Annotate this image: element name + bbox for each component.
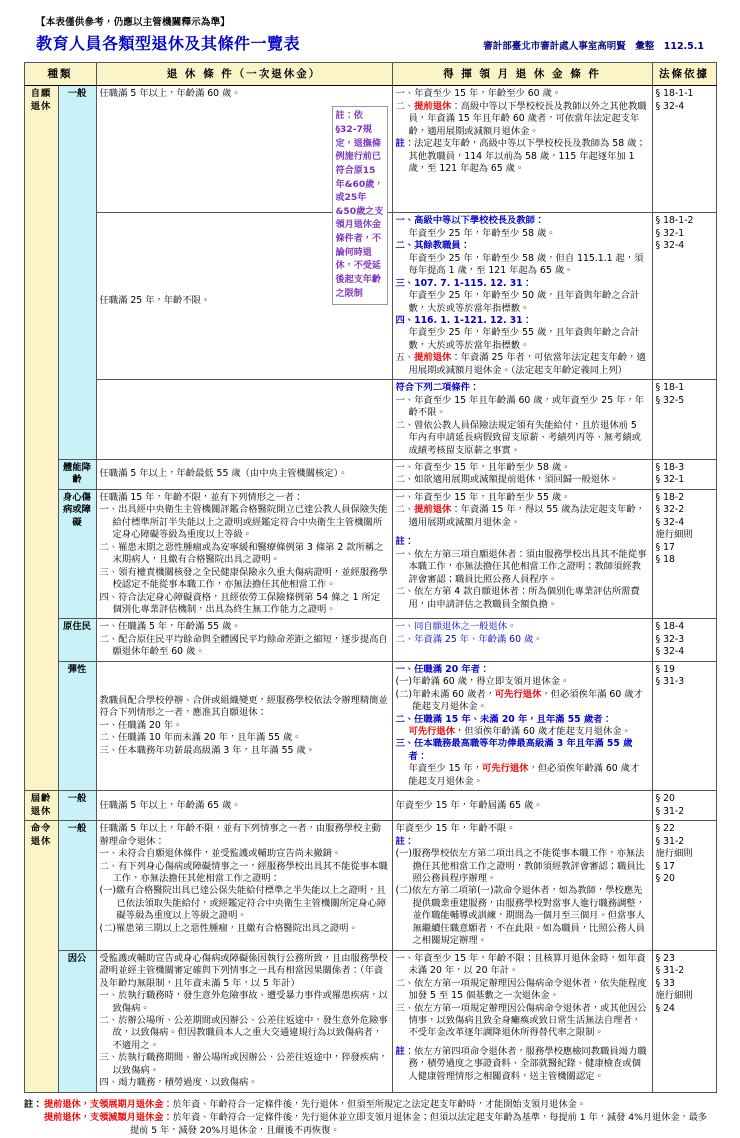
spacer [396,529,649,536]
law-line: § 32-3 [655,633,685,645]
monthly-line: 三、107. 7. 1-115. 12. 31： [395,277,532,289]
law-line: § 32-5 [655,394,685,406]
table-row [24,86,716,213]
law-cell [652,821,716,951]
condition-cell [96,950,392,1092]
footnote-label-1: 提前退休，支領展期月退休金： [44,1098,173,1110]
footnote-row [24,1098,716,1138]
monthly-line: 年資至少 15 年，可先行退休，但必須俟年齡滿 60 歲才能起支月退休金。 [408,763,640,787]
condition-line: 一、任職滿 20 年。 [99,719,183,731]
condition-line: (二)罹患第三期以上之惡性腫瘤，且繳有合格醫院出具之證明。 [99,922,358,934]
condition-line: 四、符合法定身心障礙資格，且經依勞工保險條例第 54 條之 1 所定個別化專業評估機制，出具為終生無工作能力之證明。 [99,591,381,615]
law-line: § 18-4 [655,621,685,633]
monthly-cell [392,489,652,619]
law-line: § 31-2 [655,805,685,817]
subtype-cell-general: 一般 [58,86,96,460]
document-header [0,0,740,54]
type-cell-mandatory-age: 屆齡退休 [24,791,58,821]
condition-cell [96,661,392,791]
condition-line: 任職滿 25 年，年齡不限。 [99,295,211,307]
condition-line: 一、於執行職務時，發生意外危險事故、遭受暴力事件或罹患疾病，以致傷病。 [99,990,388,1014]
monthly-line: 符合下列二項條件： [395,382,480,394]
law-line: § 32-4 [655,516,685,528]
page-title: 教育人員各類型退休及其條件一覽表 [36,34,301,54]
law-line: § 33 [655,977,675,989]
monthly-line: 一、年資至少 15 年，且年齡至少 58 歲。 [395,461,571,473]
law-cell [652,380,716,460]
law-line: § 18-2 [655,491,685,503]
law-cell [652,950,716,1092]
condition-line: 三、任本職務年功薪最高級滿 3 年，且年滿 55 歲。 [99,744,316,756]
condition-line: 二、於辦公場所、公差期間或因辦公、公差往返途中，發生意外危險事故，以致傷病。但因教職員本人之重大交通違規行為以致傷病者，不適用之。 [99,1015,388,1051]
law-line: § 32-4 [655,240,685,252]
condition-line: 任職滿 15 年，年齡不限，並有下列情形之一者： [99,491,304,503]
table-row [24,380,716,460]
monthly-note-line: 一、依左方第三項自願退休者：須由服務學校出具其不能從事本職工作，亦無法擔任其他相當工作之證明；教師須經教評會審認；職員比照公務人員程序。 [395,548,647,585]
law-line: § 32-2 [655,504,685,516]
condition-line: 任職滿 5 年以上，年齡滿 65 歲。 [99,799,241,811]
monthly-line: 五、提前退休：年資滿 25 年者，可依當年法定起支年齡，適用展期或減額月退休金。（法定起支年齡定義同上列） [395,352,646,376]
monthly-note-line: 註：依左方第四項命令退休者，服務學校應檢同教職員竭力職務，積勞過度之事證資料、全部就醫紀錄、健康檢查或個人健康管理情形之相關資料，送主管機關認定。 [395,1045,647,1082]
monthly-cell [392,619,652,661]
law-line: § 20 [655,793,675,805]
condition-line: 任職滿 5 年以上，年齡不限，並有下列情事之一者，由服務學校主動辦理命令退休： [99,823,381,847]
law-line: § 32-4 [655,100,685,112]
law-line: § 18-1-2 [655,215,694,227]
subtype-cell-general-compulsory: 一般 [58,821,96,951]
monthly-cell [392,950,652,1092]
law-line: § 20 [655,873,675,885]
condition-line: 一、出具經中央衛生主管機關評鑑合格醫院開立已達公教人員保險失能給付標準所訂半失能以上之證明或經鑑定符合中央衛生主管機關所定身心障礙等級為重度以上等級。 [99,504,388,541]
law-line: § 31-2 [655,965,685,977]
condition-line: 二、有下列身心傷病或障礙情事之一，經服務學校出具其不能從事本職工作，亦無法擔任其他相當工作之證明： [99,860,388,885]
law-line: § 24 [655,1002,675,1014]
subtype-cell-flexible: 彈性 [58,661,96,791]
monthly-note-line: 二、依左方第 4 款自願退休者：所為個別化專業評估所需費用，由申請評估之教職員全額負擔。 [395,586,640,610]
retirement-conditions-table [24,62,717,1092]
law-line: § 18-1 [655,382,685,394]
monthly-line: 一、年資至少 15 年，年齡至少 60 歲。 [395,88,562,100]
condition-line: 二、任職滿 10 年而未滿 20 年，且年滿 55 歲。 [99,732,302,744]
law-line: § 31-2 [655,835,685,847]
monthly-line: 一、高級中等以下學校校長及教師： [395,215,545,227]
monthly-line: 可先行退休，但須俟年齡滿 60 歲才能起支月退休金。 [408,726,631,738]
law-line: § 18 [655,554,675,566]
monthly-line: 四、116. 1. 1-121. 12. 31： [395,314,532,326]
law-line: § 17 [655,860,675,872]
law-line: § 22 [655,823,675,835]
monthly-line: 二、提前退休：高級中等以下學校校長及教師以外之其他教職員，年資滿 15 年且年齡 60 歲者，可依當年法定起支年齡，適用展期或減額月退休金。 [395,100,647,137]
condition-line: 任職滿 5 年以上，年齡滿 60 歲。 [99,88,241,100]
law-cell [652,791,716,821]
monthly-line: 二、年資滿 25 年、年齡滿 60 歲。 [395,633,543,645]
monthly-cell [392,661,652,791]
type-cell-voluntary: 自願退休 [24,86,58,791]
monthly-line: 年資至少 25 年，年齡至少 50 歲，且年資與年齡之合計數，大於或等於當年指標數。 [408,290,640,314]
condition-line: 三、領有權責機關核發之全民健康保險永久重大傷病證明，並經服務學校認定不能從事本職工作，亦無法擔任其他相當工作。 [99,566,388,591]
monthly-line: 二、其餘教職員： [395,240,470,252]
law-line: 施行細則 [655,529,693,541]
law-line: 施行細則 [655,990,693,1002]
condition-line: 受監護或輔助宣告或身心傷病或障礙係因執行公務所致，且由服務學校證明並經主管機關審定確與下列情事之一具有相當因果關係者：（年資及年齡均無限制，且年資未滿 5 年，以 5 年計） [99,952,388,989]
monthly-note-line: (二)依左方第二項第(一)款命令退休者，如為教師，學校應先提供職業重建服務，由服務學校對當事人進行職務調整，並作職能輔導或訓練，期間為一個月至三個月。但當事人無繼續任職意願者，不在此限。如為職員，比照公務人員之相關規定辦理。 [395,885,645,947]
monthly-line: 年資至少 25 年，年齡至少 58 歲，但自 115.1.1 起，須每年提高 1 歲，至 121 年起為 65 歲。 [408,252,644,277]
monthly-line: 三、依左方第一項規定辦理因公傷病命令退休者，或其他因公情事，以致傷病且致全身癱瘓或致日常生活無法自理者，不受年金改革逐年調降退休所得替代率之限制。 [395,1002,647,1039]
condition-line: 教職員配合學校停辦、合併或組織變更，經服務學校依法令辦理精簡並符合下列情形之一者，應准其自願退休： [99,694,388,719]
monthly-line: 一、任職滿 20 年者： [395,663,490,675]
purple-footnote-box: 註：依§32-7規定，退撫條例施行前已符合原15年&60歲，或25年&50歲之支領月退休金條件者，不論何時退休，不受延後起支年齡之限制 [332,106,388,305]
condition-line: 一、任職滿 5 年，年齡滿 55 歲。 [99,621,241,633]
monthly-line: 一、年資至少 15 年，且年齡至少 55 歲。 [395,491,571,503]
law-cell [652,619,716,661]
law-cell [652,86,716,213]
table-row [24,821,716,951]
subtype-cell-indigenous: 原住民 [58,619,96,661]
col-header-monthly: 得 揮 領 月 退 休 金 條 件 [392,63,652,86]
condition-cell [96,380,392,460]
law-line: § 19 [655,663,675,675]
disclaimer-text: 【本表僅供參考，仍應以主管機關釋示為準】 [36,17,231,28]
monthly-line: 二、提前退休：年資滿 15 年，得以 55 歲為法定起支年齡，適用展期或減額月退休金。 [395,504,645,528]
condition-line: (一)繳有合格醫院出具已達公保失能給付標準之半失能以上之證明，且已依法領取失能給付，或經鑑定符合中央衛生主管機關所定身心障礙等級為重度以上等級之證明。 [99,885,387,922]
col-header-type: 種類 [24,63,96,86]
table-row [24,661,716,791]
monthly-cell [392,791,652,821]
title-row [36,31,740,54]
law-cell [652,213,716,380]
law-cell [652,459,716,489]
law-line: § 32-4 [655,646,685,658]
subtype-cell-general-age: 一般 [58,791,96,821]
condition-cell [96,619,392,661]
condition-cell [96,821,392,951]
monthly-line: 一、同自願退休之一般退休。 [395,621,517,633]
condition-line: 四、竭力職務，積勞過度，以致傷病。 [99,1077,258,1089]
footnote-label-2: 提前退休，支領減額月退休金： [44,1112,173,1124]
monthly-cell [392,459,652,489]
monthly-cell [392,213,652,380]
monthly-line: 一、年資至少 15 年且年齡滿 60 歲，或年資至少 25 年，年齡不限。 [395,394,644,419]
monthly-cell [392,380,652,460]
law-line: § 18-3 [655,461,685,473]
monthly-line: 一、年資至少 15 年，年齡不限；且核算月退休金時，如年資未滿 20 年，以 20 年計。 [395,952,646,977]
subtype-cell-duty-related: 因公 [58,950,96,1092]
law-line: § 32-1 [655,227,685,239]
condition-line: 二、罹患末期之惡性腫瘤或為安寧緩和醫療條例第 3 條第 2 款所稱之末期病人，且繳有合格醫院出具之證明。 [99,541,384,566]
monthly-note-line: (一)服務學校依左方第二項出具之不能從事本職工作，亦無法擔任其他相當工作之證明，教師須經教評會審認；職員比照公務員程序辦理。 [395,848,645,885]
footnote-body [44,1098,716,1138]
law-line: § 18-1-1 [655,88,694,100]
table-row [24,791,716,821]
col-header-condition: 退 休 條 件（一次退休金） [96,63,392,86]
footnote-text-1: 於年資、年齡符合一定條件後，先行退休，但須至所規定之法定起支年齡時，才能開始支領月退休金。 [172,1098,587,1110]
monthly-line: 二、如欲適用展期或減額提前退休，須回歸一般退休。 [395,474,619,486]
law-line: § 31-3 [655,676,685,688]
law-line: § 17 [655,541,675,553]
byline-text: 審計部臺北市審計處人事室高明賢 彙整 112.5.1 [483,41,704,53]
type-cell-compulsory: 命令退休 [24,821,58,1093]
monthly-cell [392,86,652,213]
col-header-law: 法條依據 [652,63,716,86]
monthly-note-label: 註： [395,835,415,847]
condition-cell [96,489,392,619]
condition-line: 任職滿 5 年以上，年齡最低 55 歲（由中央主管機關核定）。 [99,468,348,480]
monthly-line: 年資至少 25 年，年齡至少 55 歲，且年資與年齡之合計數，大於或等於當年指標數。 [408,327,640,351]
monthly-line: 年資至少 15 年，年齡屆滿 65 歲。 [395,799,543,811]
footnote-line-2 [44,1111,716,1138]
law-line: 施行細則 [655,848,693,860]
law-cell [652,489,716,619]
table-row [24,489,716,619]
monthly-line: 年資至少 15 年，年齡不限。 [395,823,516,835]
monthly-line: 年資至少 25 年，年齡至少 58 歲。 [408,227,556,239]
subtype-cell-physical: 體能降齡 [58,459,96,489]
monthly-note-line: 註：法定起支年齡，高級中等以下學校校長及教師為 58 歲；其他教職員，114 年以前為 58 歲，115 年起逐年加 1 歲，至 121 年起為 65 歲。 [395,138,646,175]
monthly-line: (二)年齡未滿 60 歲者，可先行退休，但必須俟年滿 60 歲才能起支月退休金。 [395,688,643,713]
table-row [24,459,716,489]
condition-line: 三、於執行職務期間、辦公場所或因辦公、公差往返途中，猝發疾病，以致傷病。 [99,1052,388,1076]
monthly-line: 二、曾依公教人員保險法規定領有失能給付，且於退休前 5 年內有申請延長病假致留支原薪、考績列丙等、無考績或成績考核留支原薪之事實。 [395,419,641,456]
monthly-line: (一)年齡滿 60 歲，得立即支領月退休金。 [395,676,570,688]
footnote-lead: 註： [24,1098,43,1110]
condition-line: 二、配合原住民平均餘命與全體國民平均餘命差距之縮短，逐步提高自願退休年齡至 60 歲。 [99,633,388,658]
table-row [24,950,716,1092]
footnotes-block [24,1098,716,1138]
table-header-row [24,63,716,86]
law-line: § 32-1 [655,474,685,486]
law-line: § 23 [655,952,675,964]
condition-cell [96,86,392,299]
monthly-cell [392,821,652,951]
condition-cell [96,791,392,821]
monthly-line: 二、任職滿 15 年、未滿 20 年，且年滿 55 歲者： [395,713,612,725]
law-cell [652,661,716,791]
monthly-line: 二、依左方第一項規定辦理因公傷病命令退休者，依失能程度加發 5 至 15 個基數之一次退休金。 [395,977,647,1002]
footnote-line-1 [44,1098,716,1111]
condition-cell [96,459,392,489]
monthly-line: 三、任本職務最高職等年功俸最高級滿 3 年且年滿 55 歲者： [395,738,633,762]
subtype-cell-disability: 身心傷病或障礙 [58,489,96,619]
monthly-note-label: 註： [395,536,415,548]
table-row [24,619,716,661]
table-body [24,86,716,1092]
footnote-text-2: 於年資、年齡符合一定條件後，先行退休並立即支領月退休金；但須以法定起支年齡為基準，每提前 1 年，減發 4%月退休金，最多提前 5 年，減發 20%月退休金，且爾後不再恢復。 [130,1112,708,1137]
condition-line: 一、未符合自願退休條件，並受監護或輔助宣告尚未撤銷。 [99,848,342,860]
